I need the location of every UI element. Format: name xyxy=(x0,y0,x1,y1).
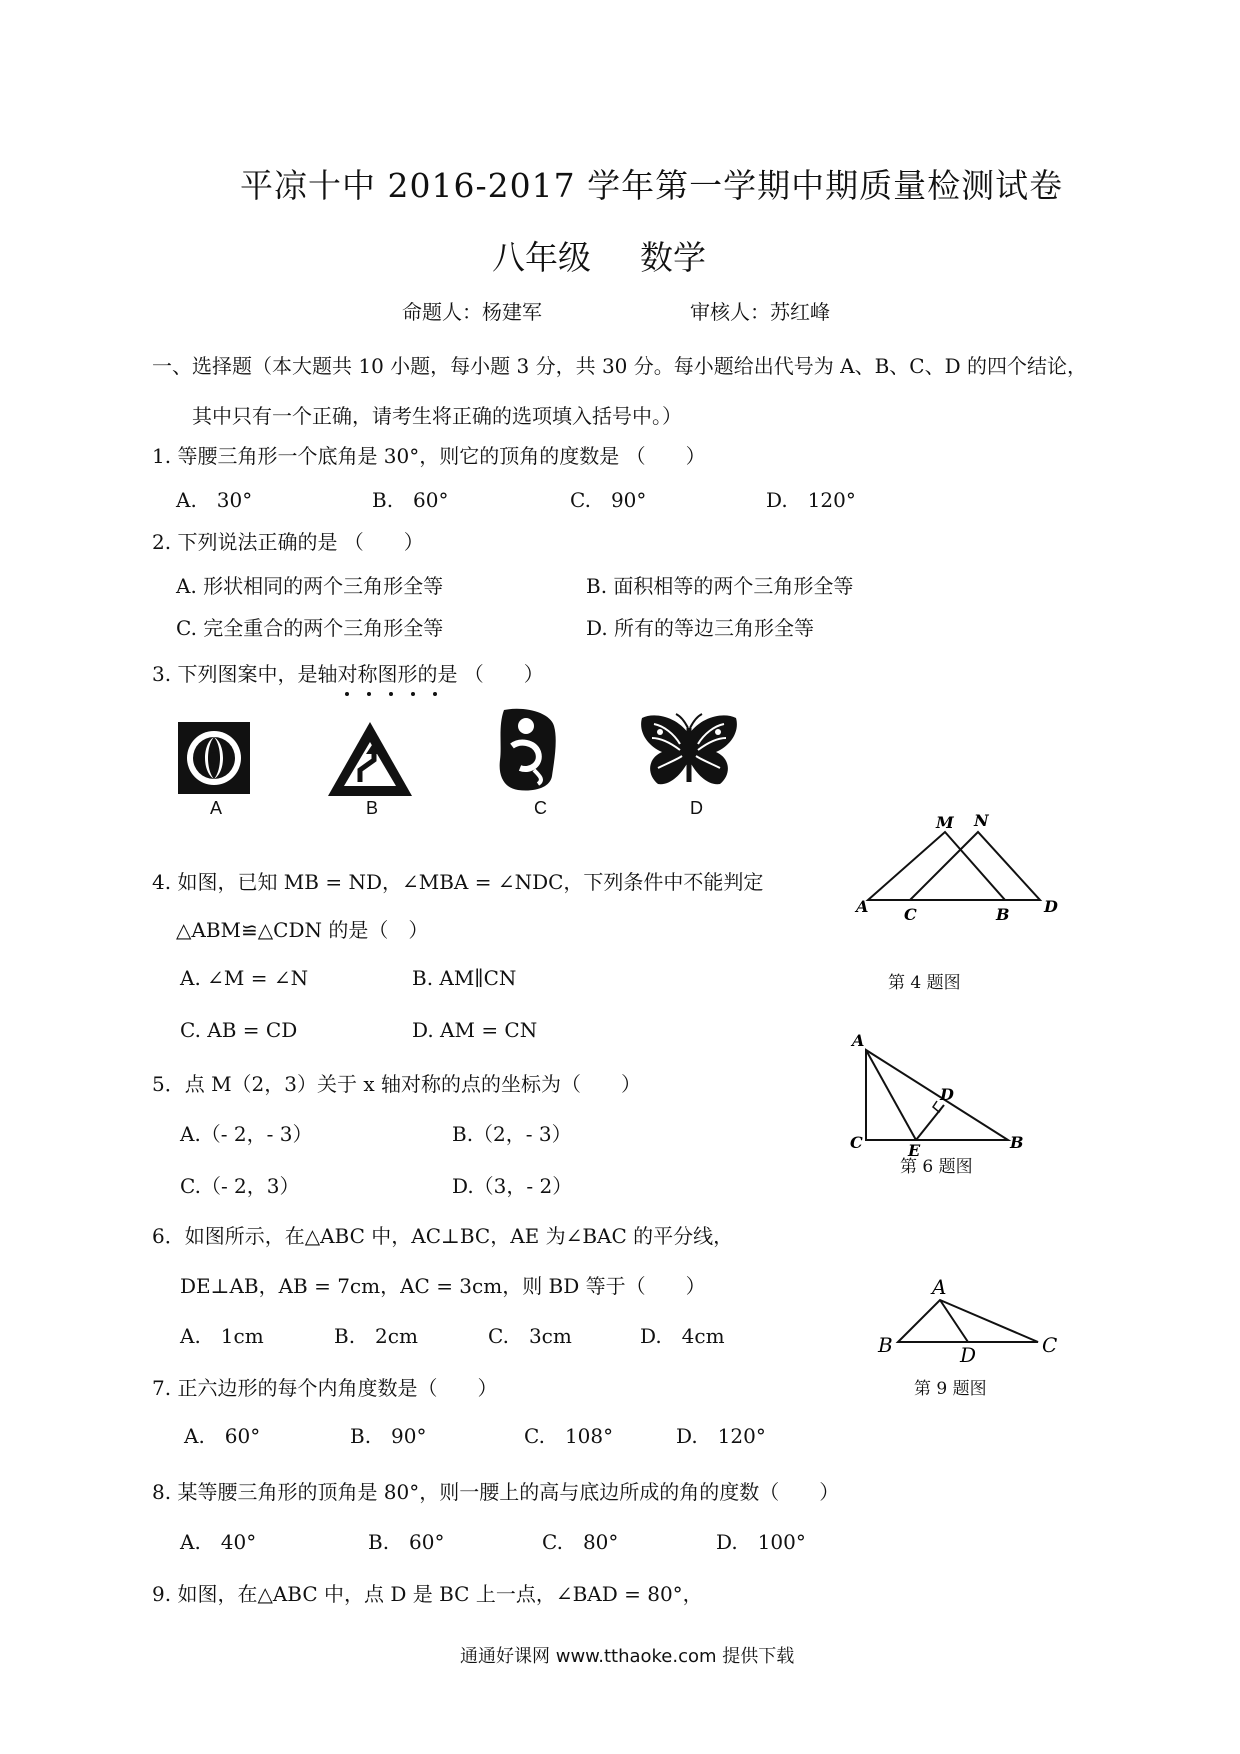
q4-option-a: A. ∠M = ∠N xyxy=(180,966,309,990)
q3-label-a: A xyxy=(210,798,223,818)
q8-option-a: A. 40° xyxy=(180,1530,257,1554)
q7-stem: 7. 正六边形的每个内角度数是（ ） xyxy=(152,1376,498,1400)
page-footer: 通通好课网 www.tthaoke.com 提供下载 xyxy=(460,1646,795,1667)
q9-figure xyxy=(870,1275,1070,1367)
q4-point-n: N xyxy=(974,811,989,830)
q1-stem: 1. 等腰三角形一个底角是 30°，则它的顶角的度数是 （ ） xyxy=(152,444,706,468)
q5-option-c: C.（- 2，3） xyxy=(180,1174,300,1198)
q3-label-d: D xyxy=(690,798,703,818)
q2-option-c: C. 完全重合的两个三角形全等 xyxy=(176,616,444,640)
q7-option-a: A. 60° xyxy=(184,1424,261,1448)
q4-option-b: B. AM∥CN xyxy=(412,966,517,990)
q4-point-c: C xyxy=(904,905,917,924)
q9-figure-caption: 第 9 题图 xyxy=(914,1379,987,1399)
q2-option-b: B. 面积相等的两个三角形全等 xyxy=(586,574,854,598)
q9-stem: 9. 如图，在△ABC 中，点 D 是 BC 上一点，∠BAD = 80°， xyxy=(152,1582,703,1606)
q5-option-a: A.（- 2，- 3） xyxy=(180,1122,313,1146)
q8-stem: 8. 某等腰三角形的顶角是 80°，则一腰上的高与底边所成的角的度数（ ） xyxy=(152,1480,840,1504)
q4-point-m: M xyxy=(936,813,954,832)
q6-point-d: D xyxy=(940,1085,954,1104)
subject-label: 数学 xyxy=(640,238,706,277)
q2-stem: 2. 下列说法正确的是 （ ） xyxy=(152,530,424,554)
q9-point-a: A xyxy=(932,1275,947,1299)
q7-option-c: C. 108° xyxy=(524,1424,614,1448)
q7-option-d: D. 120° xyxy=(676,1424,766,1448)
q9-point-b: B xyxy=(878,1333,893,1357)
q1-option-b: B. 60° xyxy=(372,488,449,512)
grade-label: 八年级 xyxy=(492,238,591,277)
emphasis-dot xyxy=(345,692,349,696)
q3-figure-a xyxy=(178,722,250,794)
q4-stem-line1: 4. 如图，已知 MB = ND，∠MBA = ∠NDC，下列条件中不能判定 xyxy=(152,870,764,894)
q6-point-b: B xyxy=(1010,1133,1024,1152)
q4-figure-caption: 第 4 题图 xyxy=(888,973,961,993)
q4-point-d: D xyxy=(1044,897,1058,916)
q4-stem-line2: △ABM≌△CDN 的是（ ） xyxy=(176,918,429,942)
q6-stem-line2: DE⊥AB，AB = 7cm，AC = 3cm，则 BD 等于（ ） xyxy=(180,1274,706,1298)
q7-option-b: B. 90° xyxy=(350,1424,427,1448)
q6-option-d: D. 4cm xyxy=(640,1324,725,1348)
q3-stem: 3. 下列图案中，是轴对称图形的是 （ ） xyxy=(152,662,544,686)
emphasis-dot xyxy=(389,692,393,696)
q6-stem-line1: 6．如图所示，在△ABC 中，AC⊥BC，AE 为∠BAC 的平分线， xyxy=(152,1224,734,1248)
q8-option-b: B. 60° xyxy=(368,1530,445,1554)
section-heading-line2: 其中只有一个正确，请考生将正确的选项填入括号中。） xyxy=(192,404,682,428)
author-line: 命题人：杨建军 xyxy=(402,300,542,324)
q3-figure-b xyxy=(326,720,414,798)
q6-option-c: C. 3cm xyxy=(488,1324,572,1348)
q3-label-c: C xyxy=(534,798,547,818)
section-heading-line1: 一、选择题（本大题共 10 小题，每小题 3 分，共 30 分。每小题给出代号为 A、B、C、D 的四个结论， xyxy=(152,354,1087,378)
q6-option-a: A. 1cm xyxy=(180,1324,264,1348)
q9-point-d: D xyxy=(960,1343,977,1367)
q4-option-d: D. AM = CN xyxy=(412,1018,538,1042)
q1-option-a: A. 30° xyxy=(176,488,253,512)
q3-label-b: B xyxy=(366,798,379,818)
q4-point-a: A xyxy=(856,897,869,916)
exam-title: 平凉十中 2016-2017 学年第一学期中期质量检测试卷 xyxy=(240,166,1064,205)
q6-point-c: C xyxy=(850,1133,863,1152)
q5-stem: 5．点 M（2，3）关于 x 轴对称的点的坐标为（ ） xyxy=(152,1072,642,1096)
emphasis-dot xyxy=(411,692,415,696)
q4-point-b: B xyxy=(996,905,1010,924)
q6-point-e: E xyxy=(908,1141,921,1160)
q5-option-d: D.（3，- 2） xyxy=(452,1174,573,1198)
q3-figure-d xyxy=(636,712,742,798)
q6-option-b: B. 2cm xyxy=(334,1324,418,1348)
emphasis-dot xyxy=(433,692,437,696)
q8-option-c: C. 80° xyxy=(542,1530,619,1554)
q2-option-a: A. 形状相同的两个三角形全等 xyxy=(176,574,444,598)
q5-option-b: B.（2，- 3） xyxy=(452,1122,572,1146)
q1-option-d: D. 120° xyxy=(766,488,856,512)
q2-option-d: D. 所有的等边三角形全等 xyxy=(586,616,815,640)
q3-figure-c xyxy=(494,706,560,792)
q1-option-c: C. 90° xyxy=(570,488,647,512)
q6-figure xyxy=(846,1030,1036,1160)
q6-figure-caption: 第 6 题图 xyxy=(900,1157,973,1177)
q8-option-d: D. 100° xyxy=(716,1530,806,1554)
q4-figure xyxy=(840,810,1070,940)
q6-point-a: A xyxy=(852,1031,865,1050)
emphasis-dot xyxy=(367,692,371,696)
q4-option-c: C. AB = CD xyxy=(180,1018,298,1042)
reviewer-line: 审核人：苏红峰 xyxy=(690,300,830,324)
q9-point-c: C xyxy=(1042,1333,1058,1357)
